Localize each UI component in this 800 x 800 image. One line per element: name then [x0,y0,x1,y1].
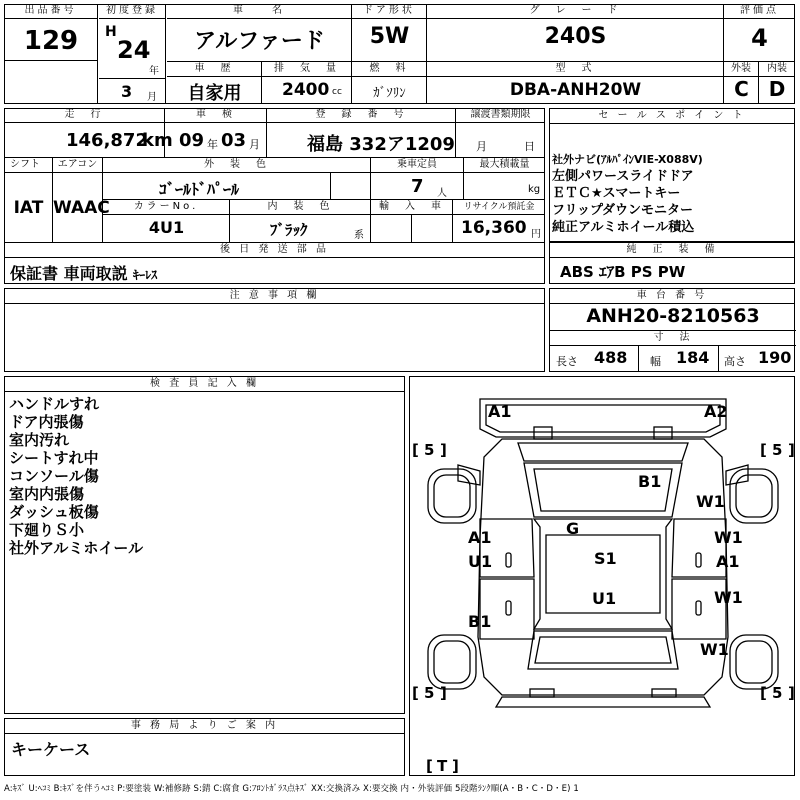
inspector-note-line: 室内内張傷 [9,485,85,503]
displacement-value: 2400 [282,80,330,100]
notes-section [4,288,545,372]
exterior-grade-label: 外装 [724,62,758,77]
sales-point-item: ＥＴＣ★スマートキー [552,186,681,201]
year-unit: 年 [149,66,159,77]
aircon-cell [53,158,110,242]
equipment-section [549,242,795,284]
mark-left-door-a1: A1 [468,528,492,547]
recycle-cell [453,200,545,242]
inspector-note-line: 下廻りＳ小 [9,521,85,539]
svg-text:[: [ [760,441,767,459]
equipment-value: ABS ｴｱB PS PW [560,263,686,281]
inspection-cell [165,108,267,158]
after-parts-value: 保証書 車両取説 [10,264,128,283]
inspector-note-line: ダッシュ板傷 [9,503,99,521]
mark-left-door-u1: U1 [468,552,493,571]
interior-grade-cell [759,62,795,104]
after-parts-cell [4,242,545,284]
mark-front-bumper-left: A1 [488,402,512,421]
after-parts-label: 後 日 発 送 部 品 [4,243,545,258]
aircon-label: エアコン [53,158,102,173]
history-label: 車 歴 [167,62,261,77]
transfer-docs-label: 譲渡書類期限 [456,108,545,123]
sales-point-item: 社外ナビ(ｱﾙﾊﾟｲﾝVIE-X088V) [552,153,703,166]
first-registration-label: 初度登録 [99,4,165,19]
inspection-month: 03 [221,130,247,151]
grade-cell [427,4,724,62]
door-value: 5W [369,24,410,49]
office-label: 事 務 局 よ り ご 案 内 [5,719,404,734]
recycle-unit: 円 [531,229,541,240]
exterior-color-cell [103,158,371,200]
svg-text:[: [ [412,441,419,459]
transfer-docs-cell [456,108,545,158]
inspector-section [4,376,405,714]
tire-front-right-tread: 5 [772,441,783,459]
inspector-note-line: ドア内張傷 [9,413,84,431]
chassis-value: ANH20-8210563 [586,305,760,327]
car-name-value: アルファード [194,29,325,54]
mileage-unit: km [142,130,173,151]
aircon-value: WAAC [53,198,110,218]
import-cell [371,200,453,242]
mark-right-door-a1: A1 [716,552,740,571]
inspector-note-line: 社外アルミホイール [9,539,144,557]
plate-label: 登 録 番 号 [267,108,455,123]
inspector-note-line: コンソール傷 [9,467,99,485]
capacity-cell [371,158,464,200]
score-value: 4 [751,24,768,52]
history-value: 自家用 [187,83,242,104]
max-load-unit: kg [528,184,541,195]
displacement-label: 排 気 量 [262,62,351,77]
svg-text:[: [ [426,757,433,775]
chassis-section [549,288,795,372]
model-cell [427,62,724,104]
mark-roof-s1: S1 [594,549,617,568]
mark-right-door-w1: W1 [714,528,743,547]
fuel-label: 燃 料 [352,62,426,77]
inspector-note-line: 室内汚れ [9,431,70,449]
sales-point-item: 純正アルミホイール積込 [552,220,695,235]
mark-glass-g: G [566,519,580,538]
capacity-value: 7 [411,176,424,197]
svg-text:]: ] [452,757,459,775]
mark-left-rear-b1: B1 [468,612,492,631]
mark-right-quarter-w1: W1 [700,640,729,659]
plate-cell [267,108,456,158]
svg-text:]: ] [440,684,447,702]
inspector-label: 検 査 員 記 入 欄 [5,377,404,392]
inspector-note-line: ハンドルすれ [9,395,100,413]
sales-points-label: セ ー ル ス ポ イ ン ト [550,109,794,124]
chassis-label: 車 台 番 号 [550,289,794,304]
capacity-label: 乗車定員 [371,158,463,173]
mark-roof-u1: U1 [592,589,617,608]
mileage-label: 走 行 [4,108,164,123]
car-outline-diagram [410,377,796,777]
tire-rear-left-outline [428,635,476,689]
grade-label: グ レ ー ド [427,4,723,19]
model-value: DBA-ANH20W [509,80,642,100]
model-label: 型 式 [427,62,723,77]
spare-tire-mark: T [437,757,448,775]
tire-rear-left-tread: 5 [424,684,435,702]
office-value: キーケース [11,740,91,759]
svg-text:]: ] [440,441,447,459]
sales-points-section [549,108,795,242]
sales-point-item: フリップダウンモニター [552,203,694,218]
width-label: 幅 [650,355,661,368]
mark-roof-b1: B1 [638,472,662,491]
capacity-unit: 人 [437,188,447,199]
max-load-label: 最大積載量 [464,158,545,173]
mark-right-rear-w1: W1 [714,588,743,607]
svg-text:]: ] [788,441,795,459]
door-label: ドア形状 [352,4,426,19]
mileage-cell [4,108,173,158]
car-name-label: 車 名 [167,4,351,19]
svg-text:]: ] [788,684,795,702]
max-load-cell [464,158,545,200]
mileage-value: 146,872 [66,130,148,151]
width-value: 184 [676,348,710,367]
svg-text:[: [ [412,684,419,702]
lot-number-label: 出品番号 [4,4,97,19]
legend-text: A:ｷｽﾞ U:ﾍｺﾐ B:ｷｽﾞを伴うﾍｺﾐ P:要塗装 W:補修跡 S:錆 C:腐食 G:ﾌﾛﾝﾄｶﾞﾗｽ点ｷｽﾞ XX:交換済み X:要交換 内・外装評価 5段階ﾗﾝｸ順(A・B・C・D・E) 1 [4,784,579,794]
mark-front-bumper-right: A2 [704,402,728,421]
inspection-month-unit: 月 [249,138,260,151]
inspection-label: 車 検 [165,108,266,123]
inspector-note-line: シートすれ中 [9,449,99,467]
grade-value: 240S [544,24,607,49]
recycle-label: リサイクル預託金 [453,200,545,215]
interior-color-unit: 系 [354,230,364,241]
length-value: 488 [594,348,628,367]
history-cell [167,62,262,104]
color-number-value: 4U1 [148,218,185,237]
damage-diagram [409,376,795,776]
transfer-month-unit: 月 [476,140,487,153]
month-unit: 月 [147,92,157,103]
lot-number-cell [4,4,98,104]
office-section [4,718,405,776]
after-parts-value-small: ｷｰﾚｽ [133,268,158,282]
shift-value: IAT [13,198,44,218]
fuel-cell [352,62,427,104]
rear-bumper-outline [496,697,710,707]
import-label: 輸 入 車 [371,200,452,215]
interior-grade-label: 内装 [759,62,795,77]
exterior-grade-cell [724,62,759,104]
shift-label: シフト [4,158,52,173]
era-value: H [105,24,117,40]
plate-value: 福島 332ア1209 [307,134,455,155]
color-number-label: カラーNo. [103,200,229,215]
notes-label: 注 意 事 項 欄 [5,289,544,304]
tire-front-right-outline [730,469,778,523]
svg-text:[: [ [760,684,767,702]
equipment-label: 純 正 装 備 [550,243,794,258]
displacement-cell [262,62,352,104]
shift-cell [4,158,53,242]
recycle-value: 16,360 [461,218,527,238]
height-label: 高さ [724,355,746,368]
exterior-color-value: ｺﾞｰﾙﾄﾞﾊﾟｰﾙ [159,180,240,199]
inspection-year: 09 [179,130,205,151]
height-value: 190 [758,348,792,367]
tire-front-left-outline [428,469,476,523]
transfer-day-unit: 日 [524,140,535,153]
color-number-cell [103,200,230,242]
sales-point-item: 左側パワースライドドア [552,169,694,184]
mark-right-fender-w1: W1 [696,492,725,511]
exterior-grade-value: C [734,77,749,101]
tire-rear-right-tread: 5 [772,684,783,702]
tire-front-left-tread: 5 [424,441,435,459]
fuel-value: ｶﾞｿﾘﾝ [373,86,406,101]
exterior-color-label: 外 装 色 [103,158,370,173]
month-value: 3 [121,82,133,101]
interior-color-label: 内 装 色 [230,200,370,215]
score-label: 評価点 [724,4,795,19]
car-name-cell [167,4,352,62]
displacement-unit: cc [332,87,342,97]
tire-rear-right-outline [730,635,778,689]
interior-color-cell [230,200,371,242]
inspection-year-unit: 年 [207,138,218,151]
length-label: 長さ [556,355,578,368]
first-registration-cell [99,4,166,104]
door-cell [352,4,427,62]
lot-number-value: 129 [23,26,79,56]
interior-color-value: ﾌﾞﾗｯｸ [270,221,308,239]
year-value: 24 [117,36,151,64]
interior-grade-value: D [768,77,786,101]
score-cell [724,4,795,62]
dimensions-label: 寸 法 [550,330,796,346]
